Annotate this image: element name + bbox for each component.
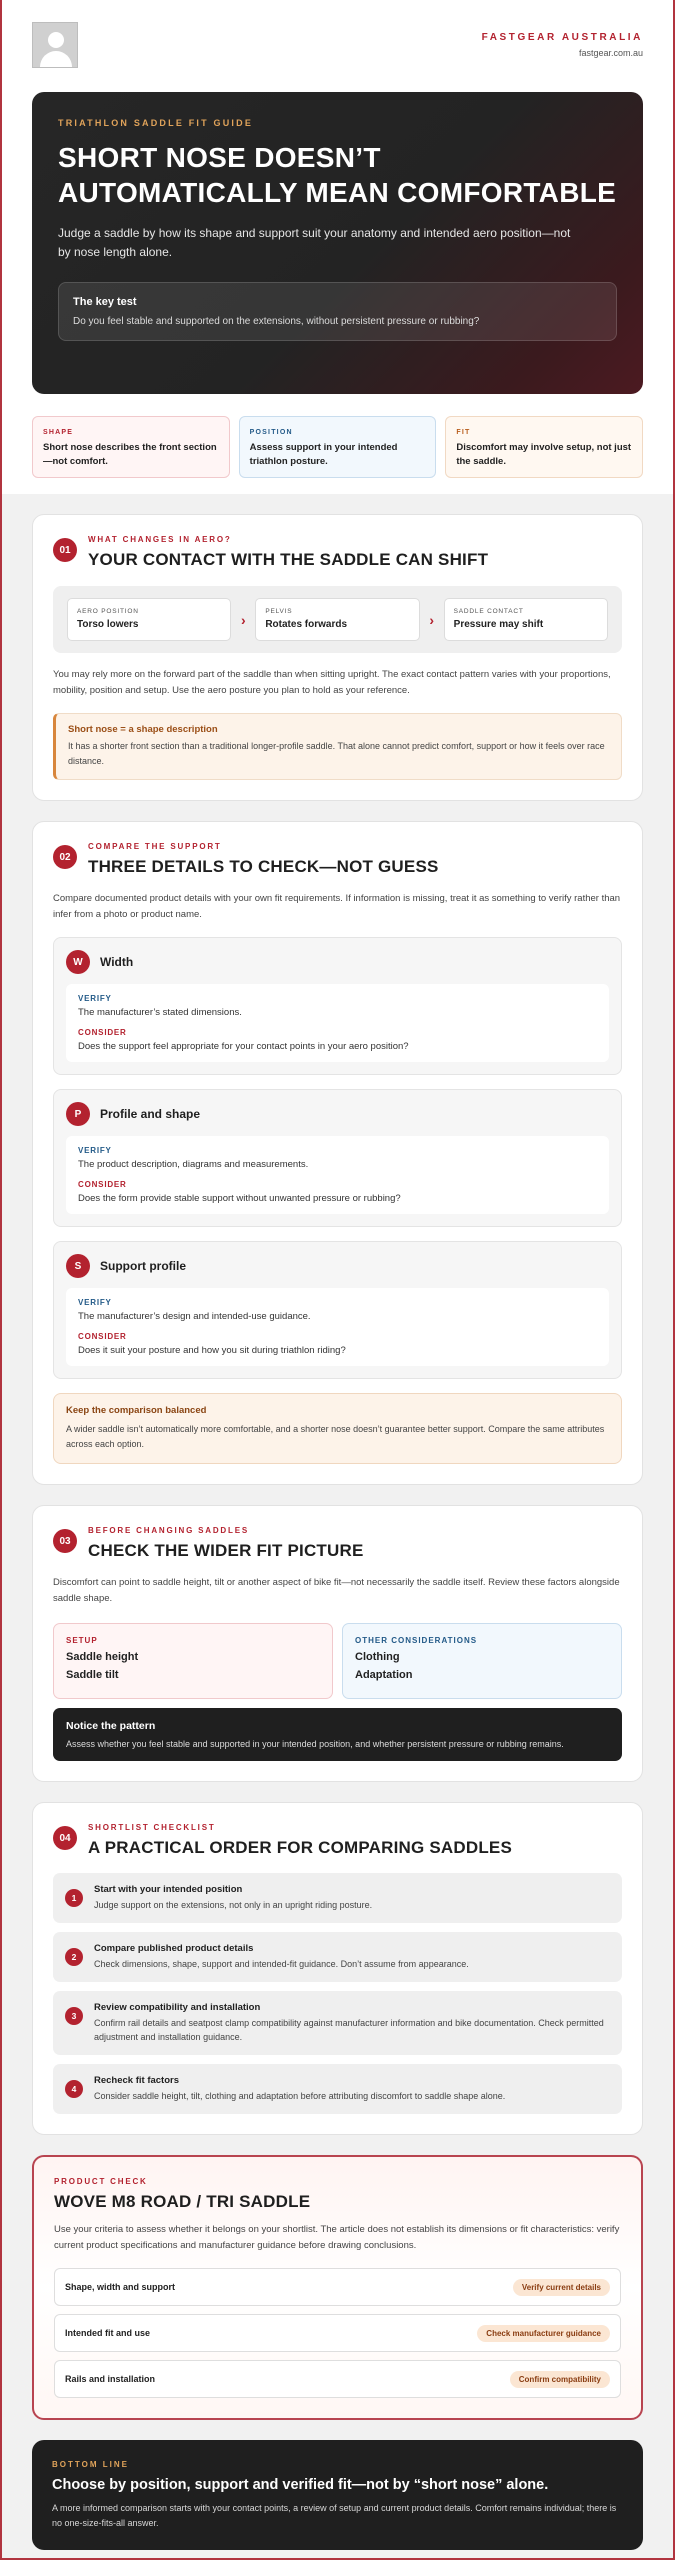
brand-name[interactable]: FASTGEAR AUSTRALIA — [481, 32, 643, 43]
top-area — [2, 0, 673, 494]
other-column — [342, 1623, 622, 1699]
step-text: Check dimensions, shape, support and intended-fit guidance. Don’t assume from appearance. — [94, 1959, 469, 1969]
pattern-text: Assess whether you feel stable and supported in your intended position, and whether persistent pressure or rubbing remains. — [66, 1739, 564, 1749]
spacer — [53, 1858, 622, 1864]
section-header — [53, 1526, 622, 1561]
verify-label: VERIFY — [78, 1146, 112, 1155]
key-test-text: Do you feel stable and supported on the extensions, without persistent pressure or rubbing? — [73, 316, 480, 327]
consider-label: CONSIDER — [78, 1028, 127, 1037]
brand-block[interactable] — [482, 22, 643, 58]
avatar-body-icon — [40, 51, 72, 68]
tile-label: FIT — [456, 429, 471, 436]
tile-label: POSITION — [249, 429, 293, 436]
section-wider-fit — [32, 1505, 643, 1782]
section-number: 02 — [53, 845, 77, 869]
hero-eyebrow: TRIATHLON SADDLE FIT GUIDE — [58, 118, 254, 128]
section-eyebrow: SHORTLIST CHECKLIST — [88, 1823, 216, 1832]
step-number: 1 — [65, 1889, 83, 1907]
other-item: Adaptation — [355, 1669, 413, 1681]
section-title: YOUR CONTACT WITH THE SADDLE CAN SHIFT — [88, 550, 489, 569]
note-title: Short nose = a shape description — [68, 724, 218, 735]
section-body: Discomfort can point to saddle height, tilt or another aspect of bike fit—not necessarily the saddle itself. Review these factors alongside saddle shape. — [53, 1577, 620, 1604]
key-test-title: The key test — [73, 296, 137, 308]
section-title: CHECK THE WIDER FIT PICTURE — [88, 1541, 364, 1560]
section-eyebrow: COMPARE THE SUPPORT — [88, 842, 222, 851]
bottom-title: Choose by position, support and verified fit—not by “short nose” alone. — [52, 2477, 549, 2493]
tile-text: Discomfort may involve setup, not just the saddle. — [456, 442, 632, 467]
product-check-row — [54, 2360, 621, 2398]
step-text: Confirm rail details and seatpost clamp compatibility against manufacturer information and bike documentation. Check permitted adjustment and installation guidance. — [94, 2018, 604, 2042]
flow-step — [255, 598, 419, 641]
key-test-box — [58, 282, 617, 341]
step-title: Recheck fit factors — [94, 2075, 180, 2086]
section-number: 01 — [53, 538, 77, 562]
section-header — [53, 1823, 622, 1858]
chevron-right-icon: › — [240, 611, 246, 628]
step-text: Judge support on the extensions, not only in an upright riding posture. — [94, 1900, 373, 1910]
setup-item: Saddle height — [66, 1651, 139, 1663]
balanced-title: Keep the comparison balanced — [66, 1405, 207, 1416]
verify-label: VERIFY — [78, 994, 112, 1003]
check-action-chip[interactable]: Verify current details — [513, 2279, 610, 2296]
checklist-step — [53, 1991, 622, 2055]
product-check — [32, 2155, 643, 2420]
section-eyebrow: BEFORE CHANGING SADDLES — [88, 1526, 249, 1535]
flow-value: Pressure may shift — [453, 619, 544, 630]
consider-text: Does it suit your posture and how you sit during triathlon riding? — [78, 1345, 346, 1356]
header — [32, 22, 643, 70]
detail-badge: W — [66, 950, 90, 974]
verify-text: The manufacturer’s design and intended-use guidance. — [78, 1311, 311, 1322]
step-title: Compare published product details — [94, 1943, 254, 1954]
other-label: OTHER CONSIDERATIONS — [355, 1636, 478, 1645]
product-eyebrow: PRODUCT CHECK — [54, 2177, 148, 2186]
consider-text: Does the support feel appropriate for your contact points in your aero position? — [78, 1041, 409, 1052]
flow-label: AERO POSITION — [77, 608, 139, 615]
product-text: Use your criteria to assess whether it belongs on your shortlist. The article does not establish its dimensions or fit characteristics: verify current product specifications and manufacturer guidance before drawing conclusions. — [54, 2224, 620, 2251]
bottom-line — [32, 2440, 643, 2550]
step-title: Start with your intended position — [94, 1884, 243, 1895]
detail-header — [66, 1254, 609, 1278]
detail-badge: S — [66, 1254, 90, 1278]
detail-badge: P — [66, 1102, 90, 1126]
detail-support-profile — [53, 1241, 622, 1379]
detail-box — [66, 1288, 609, 1366]
setup-label: SETUP — [66, 1636, 98, 1645]
hero-title: SHORT NOSE DOESN’T AUTOMATICALLY MEAN COMFORTABLE — [58, 142, 617, 208]
bottom-eyebrow: BOTTOM LINE — [52, 2460, 129, 2469]
product-check-row — [54, 2268, 621, 2306]
verify-text: The product description, diagrams and measurements. — [78, 1159, 309, 1170]
section-checklist — [32, 1802, 643, 2135]
checklist-step — [53, 1873, 622, 1923]
section-body: Compare documented product details with your own fit requirements. If information is missing, treat it as something to verify rather than infer from a photo or product name. — [53, 893, 621, 920]
contact-flow — [53, 586, 622, 653]
product-title[interactable]: WOVE M8 ROAD / TRI SADDLE — [54, 2192, 311, 2211]
spacer — [2, 494, 673, 514]
section-header — [53, 842, 622, 877]
flow-step — [444, 598, 608, 641]
consider-text: Does the form provide stable support without unwanted pressure or rubbing? — [78, 1193, 401, 1204]
step-number: 4 — [65, 2080, 83, 2098]
tile-text: Short nose describes the front section—not comfort. — [43, 442, 217, 467]
section-title: THREE DETAILS TO CHECK—NOT GUESS — [88, 857, 439, 876]
detail-name: Width — [100, 955, 134, 969]
check-action-chip[interactable]: Confirm compatibility — [510, 2371, 610, 2388]
section-eyebrow: WHAT CHANGES IN AERO? — [88, 535, 232, 544]
pattern-title: Notice the pattern — [66, 1720, 156, 1732]
pattern-note — [53, 1708, 622, 1761]
tile-fit — [445, 416, 643, 478]
balanced-text: A wider saddle isn’t automatically more comfortable, and a shorter nose doesn’t guarantee better support. Compare the same attributes across each option. — [66, 1424, 605, 1449]
tile-position — [239, 416, 437, 478]
check-label: Intended fit and use — [65, 2328, 151, 2338]
detail-name: Support profile — [100, 1259, 186, 1273]
hero — [32, 92, 643, 394]
summary-tiles — [32, 416, 643, 478]
detail-profile — [53, 1089, 622, 1227]
consider-label: CONSIDER — [78, 1332, 127, 1341]
avatar-head-icon — [48, 32, 64, 48]
section-header — [53, 535, 622, 570]
step-number: 3 — [65, 2007, 83, 2025]
detail-width — [53, 937, 622, 1075]
shape-note — [53, 713, 622, 780]
setup-item: Saddle tilt — [66, 1669, 119, 1681]
fit-factors — [53, 1623, 622, 1699]
check-action-chip[interactable]: Check manufacturer guidance — [477, 2325, 610, 2342]
section-number: 04 — [53, 1826, 77, 1850]
balanced-note — [53, 1393, 622, 1464]
tile-text: Assess support in your intended triathlon posture. — [249, 442, 398, 467]
detail-header — [66, 1102, 609, 1126]
detail-name: Profile and shape — [100, 1107, 201, 1121]
section-title: A PRACTICAL ORDER FOR COMPARING SADDLES — [88, 1838, 512, 1857]
tile-shape — [32, 416, 230, 478]
bottom-text: A more informed comparison starts with your contact points, a review of setup and current product details. Comfort remains individual; there is no one-size-fits-all answer. — [52, 2503, 617, 2528]
check-label: Shape, width and support — [65, 2282, 175, 2292]
setup-column — [53, 1623, 333, 1699]
consider-label: CONSIDER — [78, 1180, 127, 1189]
product-check-row — [54, 2314, 621, 2352]
section-support-details — [32, 821, 643, 1485]
step-title: Review compatibility and installation — [94, 2002, 261, 2013]
verify-label: VERIFY — [78, 1298, 112, 1307]
spacer — [54, 2254, 621, 2260]
flow-label: SADDLE CONTACT — [453, 608, 524, 615]
section-aero-contact — [32, 514, 643, 801]
verify-text: The manufacturer’s stated dimensions. — [78, 1007, 242, 1018]
section-body: You may rely more on the forward part of the saddle than when sitting upright. The exact contact pattern varies with your proportions, mobility, position and setup. Use the aero posture you plan to hold as your reference. — [53, 669, 611, 696]
hero-subtitle: Judge a saddle by how its shape and support suit your anatomy and intended aero position—not by nose length alone. — [58, 226, 571, 259]
other-item: Clothing — [355, 1651, 400, 1663]
check-label: Rails and installation — [65, 2374, 156, 2384]
detail-box — [66, 984, 609, 1062]
chevron-right-icon: › — [429, 611, 434, 628]
avatar — [32, 22, 78, 68]
flow-step — [67, 598, 231, 641]
section-number: 03 — [53, 1529, 77, 1553]
flow-label: PELVIS — [265, 608, 293, 615]
checklist-step — [53, 1932, 622, 1982]
detail-header — [66, 950, 609, 974]
step-number: 2 — [65, 1948, 83, 1966]
flow-value: Rotates forwards — [265, 619, 348, 630]
brand-url[interactable]: fastgear.com.au — [578, 48, 643, 58]
detail-box — [66, 1136, 609, 1214]
step-text: Consider saddle height, tilt, clothing and adaptation before attributing discomfort to saddle shape alone. — [94, 2091, 506, 2101]
tile-label: SHAPE — [43, 429, 74, 436]
flow-value: Torso lowers — [77, 619, 139, 630]
note-text: It has a shorter front section than a traditional longer-profile saddle. That alone cannot predict comfort, support or how it feels over race distance. — [68, 741, 605, 766]
checklist-step — [53, 2064, 622, 2114]
